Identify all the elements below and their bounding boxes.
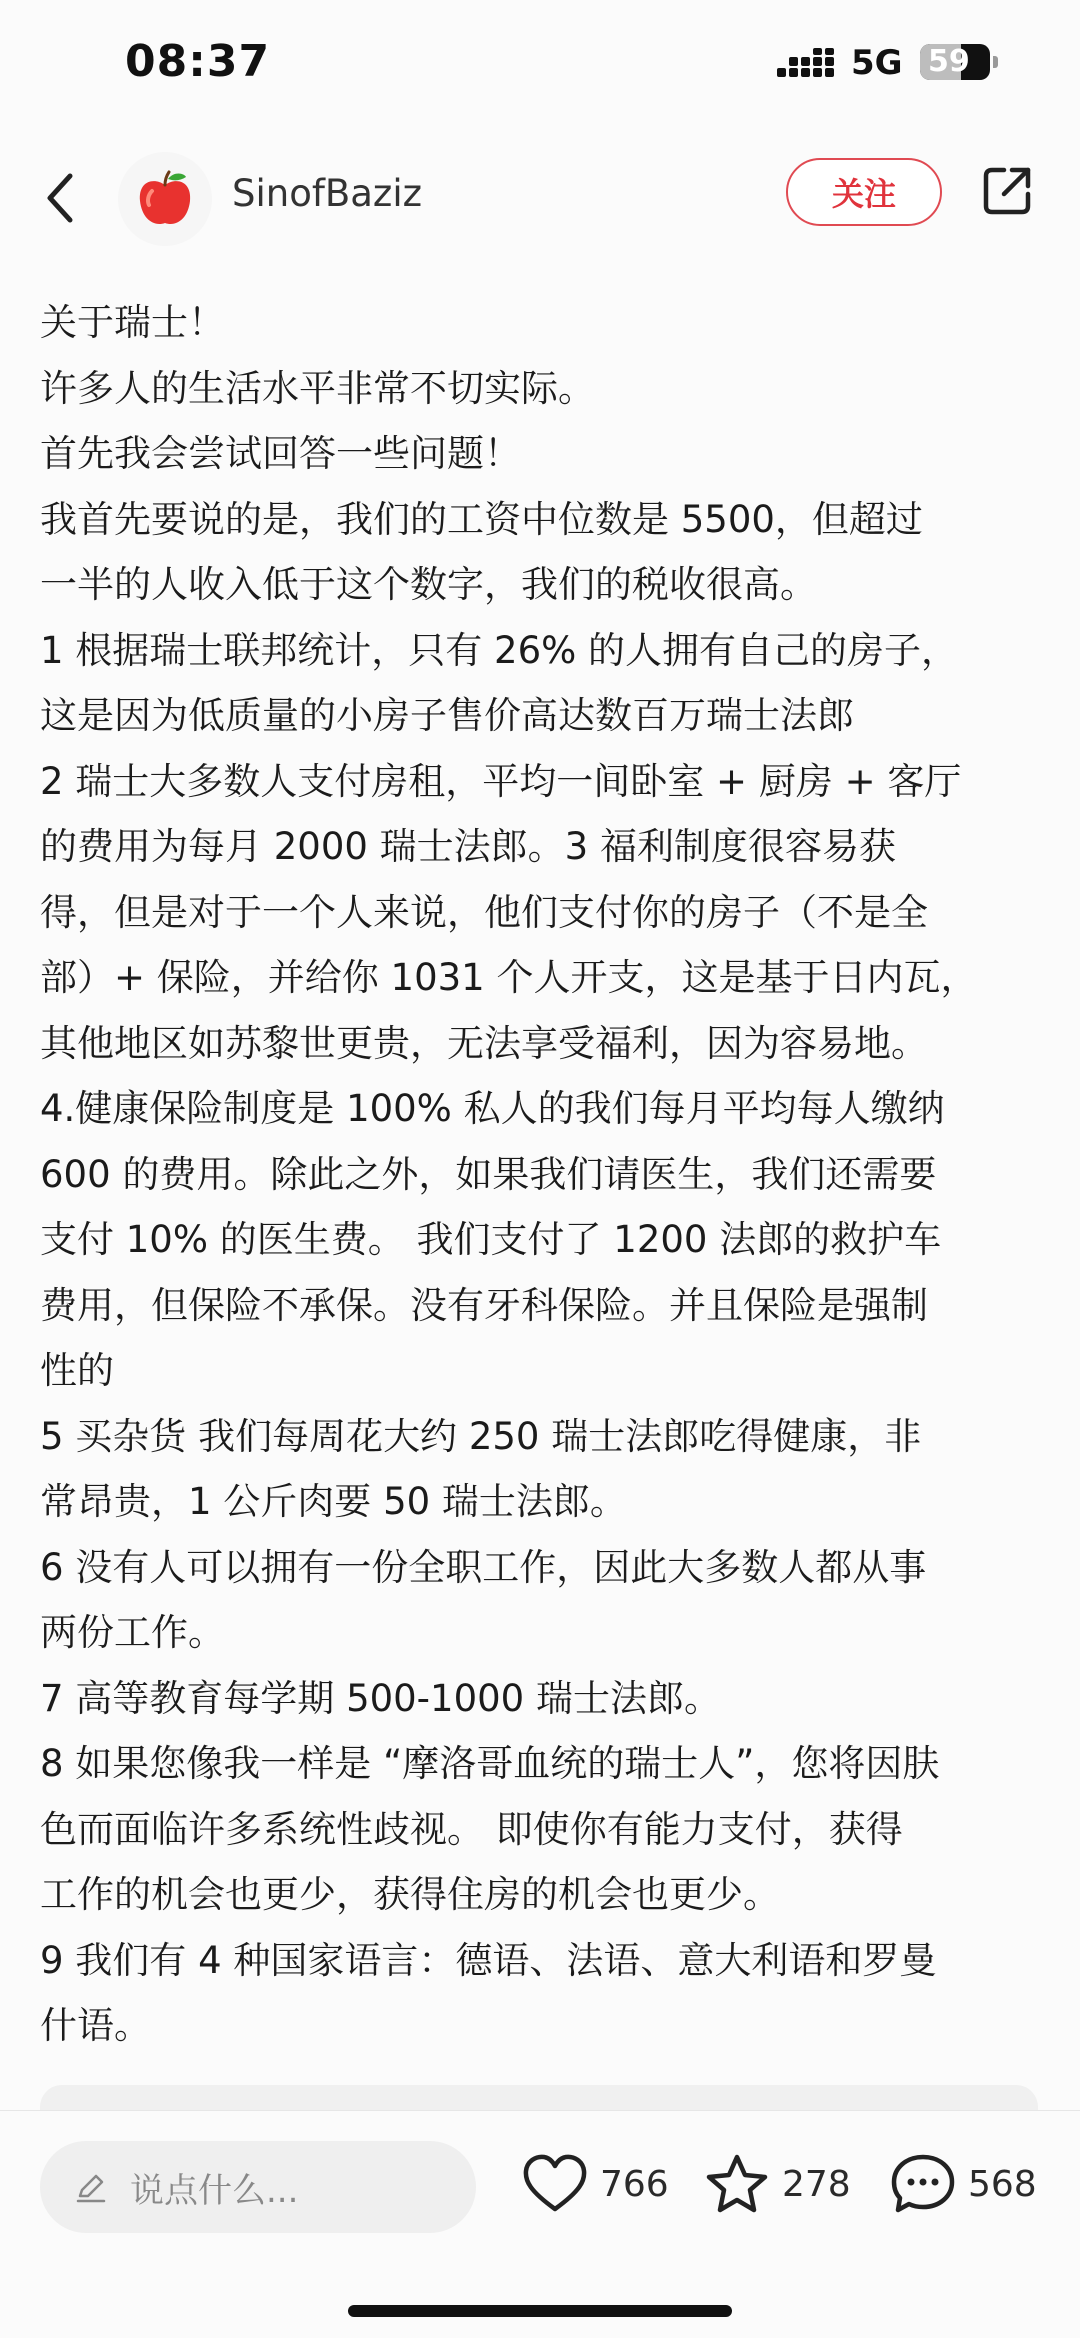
post-text-line: 6 没有人可以拥有一份全职工作，因此大多数人都从事 — [40, 1545, 927, 1589]
post-text-line: 色而面临许多系统性歧视。 即使你有能力支付，获得 — [40, 1807, 903, 1851]
heart-icon — [522, 2153, 588, 2215]
signal-icon — [777, 48, 835, 78]
post-text-line: 1 根据瑞士联邦统计，只有 26% 的人拥有自己的房子， — [40, 628, 959, 672]
back-arrow-icon[interactable] — [40, 168, 86, 228]
post-text-line: 7 高等教育每学期 500-1000 瑞士法郎。 — [40, 1676, 721, 1720]
favorite-count: 278 — [782, 2163, 851, 2205]
username[interactable]: SinofBaziz — [232, 172, 423, 215]
share-icon[interactable] — [980, 164, 1034, 218]
battery-icon — [920, 44, 990, 80]
star-icon — [704, 2153, 770, 2215]
battery-tip — [993, 56, 998, 68]
post-text-line: 常昂贵，1 公斤肉要 50 瑞士法郎。 — [40, 1480, 627, 1523]
post-text-line: 一半的人收入低于这个数字，我们的税收很高。 — [40, 563, 817, 606]
like-count: 766 — [600, 2163, 669, 2205]
post-text-line: 两份工作。 — [40, 1611, 225, 1654]
favorite-button[interactable] — [704, 2153, 851, 2215]
avatar[interactable] — [118, 152, 212, 246]
post-text-line: 其他地区如苏黎世更贵，无法享受福利，因为容易地。 — [40, 1021, 928, 1065]
post-text-line: 工作的机会也更少，获得住房的机会也更少。 — [40, 1873, 780, 1916]
post-text-line: 4.健康保险制度是 100% 私人的我们每月平均每人缴纳 — [40, 1087, 945, 1130]
comment-count: 568 — [968, 2163, 1037, 2205]
post-text-line: 首先我会尝试回答一些问题！ — [40, 432, 521, 475]
comment-button[interactable] — [890, 2153, 1037, 2215]
post-body — [40, 290, 1050, 2059]
apple-icon — [136, 169, 194, 229]
network-type: 5G — [851, 43, 903, 83]
post-text-line: 8 如果您像我一样是 “摩洛哥血统的瑞士人”，您将因肤 — [40, 1742, 940, 1785]
status-bar — [0, 0, 1080, 130]
post-text-line: 的费用为每月 2000 瑞士法郎。3 福利制度很容易获 — [40, 825, 896, 868]
post-text-line: 支付 10% 的医生费。 我们支付了 1200 法郎的救护车 — [40, 1218, 942, 1261]
post-text-line: 这是因为低质量的小房子售价高达数百万瑞士法郎 — [40, 694, 854, 737]
post-text-line: 9 我们有 4 种国家语言：德语、法语、意大利语和罗曼 — [40, 1938, 937, 1982]
post-text-line: 2 瑞士大多数人支付房租，平均一间卧室 + 厨房 + 客厅 — [40, 759, 962, 803]
post-text-line: 关于瑞士！ — [40, 301, 225, 344]
post-text-line: 我首先要说的是，我们的工资中位数是 5500，但超过 — [40, 497, 923, 541]
home-indicator — [348, 2305, 732, 2317]
post-text-line: 部）+ 保险，并给你 1031 个人开支，这是基于日内瓦， — [40, 956, 978, 999]
post-text-line: 5 买杂货 我们每周花大约 250 瑞士法郎吃得健康，非 — [40, 1414, 922, 1458]
bottom-action-bar — [0, 2110, 1080, 2338]
comment-input[interactable] — [40, 2141, 476, 2233]
pencil-icon — [74, 2170, 108, 2204]
status-time: 08:37 — [125, 36, 271, 87]
post-text-line: 得，但是对于一个人来说，他们支付你的房子（不是全 — [40, 890, 928, 934]
like-button[interactable] — [522, 2153, 669, 2215]
comment-bubble-icon — [890, 2153, 956, 2215]
post-text-line: 性的 — [40, 1349, 114, 1392]
comment-placeholder: 说点什么... — [130, 2170, 299, 2211]
post-header — [0, 150, 1080, 250]
post-text-line: 600 的费用。除此之外，如果我们请医生，我们还需要 — [40, 1152, 937, 1196]
post-text-line: 费用，但保险不承保。没有牙科保险。并且保险是强制 — [40, 1283, 928, 1327]
follow-button[interactable]: 关注 — [786, 158, 942, 226]
post-text-line: 许多人的生活水平非常不切实际。 — [40, 366, 595, 410]
post-text-line: 什语。 — [40, 2004, 151, 2047]
battery-level: 59 — [928, 44, 970, 79]
